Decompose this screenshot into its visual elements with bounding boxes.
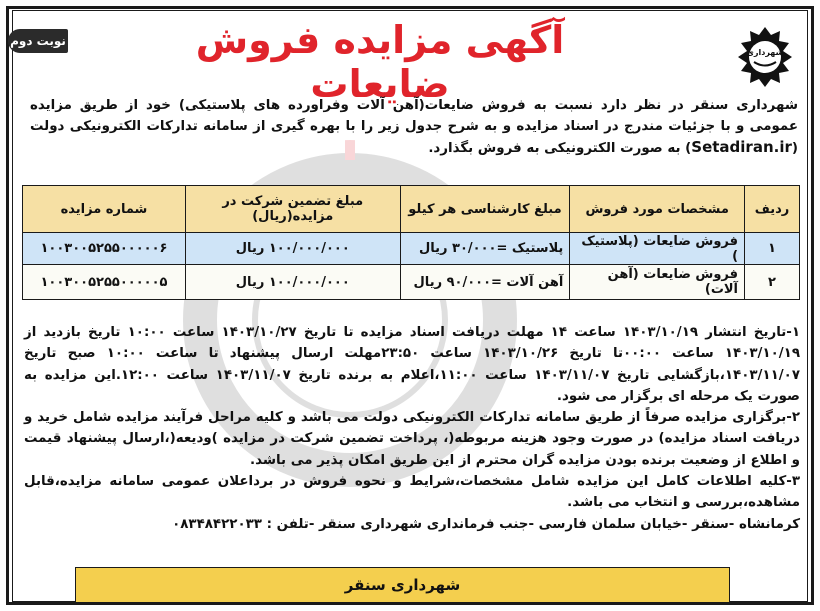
cell-price: آهن آلات =۹۰/۰۰۰ ریال [400, 265, 570, 300]
header-auction-number: شماره مزایده [23, 186, 186, 233]
header-guarantee: مبلغ تضمین شرکت در مزایده(ریال) [185, 186, 400, 233]
header-price: مبلغ کارشناسی هر کیلو [400, 186, 570, 233]
header-row-number: ردیف [745, 186, 800, 233]
cell-price: پلاستیک =۳۰/۰۰۰ ریال [400, 233, 570, 265]
emblem-text: شهرداری [746, 48, 784, 57]
table-row [23, 265, 800, 300]
cell-spec: فروش ضایعات (آهن آلات) [570, 265, 745, 300]
cell-row-number: ۲ [745, 265, 800, 300]
cell-row-number: ۱ [745, 233, 800, 265]
intro-text-before: شهرداری سنقر در نظر دارد نسبت به فروش ضایعات(آهن آلات وفراورده های پلاستیکی) خود از طریق مزایده عمومی و با جزئیات مندرج در اسناد مزایده و به شرح جدول زیر را با بهره گیری از سامانه تدارکات الکترونیکی دولت ( [30, 98, 798, 156]
second-notice-badge: نوبت دوم [8, 29, 68, 53]
term-schedule: ۱-تاریخ انتشار ۱۴۰۳/۱۰/۱۹ ساعت ۱۴ مهلت دریافت اسناد مزایده تا تاریخ ۱۴۰۳/۱۰/۲۷ ساعت ۱۰:۰۰ تاریخ بازدید از ۱۴۰۳/۱۰/۱۹ ساعت ۰۰:۰۰تا تاریخ ۱۴۰۳/۱۰/۲۶ ساعت ۲۳:۵۰مهلت ارسال پیشنهاد تا ساعت ۱۰:۰۰ صبح تاریخ ۱۴۰۳/۱۱/۰۷،بازگشایی تاریخ ۱۴۰۳/۱۱/۰۷ ساعت ۱۱:۰۰،اعلام به برنده تاریخ ۱۴۰۳/۱۱/۰۷ ساعت ۱۲:۰۰.این مزایده به صورت یک مرحله ای برگزار می شود. [24, 325, 801, 404]
terms-section [24, 322, 800, 535]
footer-signature: شهرداری سنقر [75, 567, 730, 603]
setadiran-site: Setadiran.ir [691, 138, 792, 156]
table-header-row [23, 186, 800, 233]
term-electronic: ۲-برگزاری مزایده صرفاً از طریق سامانه تدارکات الکترونیکی دولت می باشد و کلیه مراحل فرآیند مزایده شامل خرید و دریافت اسناد مزایده) در صورت وجود هزینه مربوطه(، پرداخت تضمین شرکت در مزایده )ودیعه(،ارسال پیشنهاد قیمت و اطلاع از وضعیت برنده بودن مزایده گران محترم از این طریق امکان پذیر می باشد. [24, 410, 800, 468]
contact-address: کرمانشاه -سنقر -خیابان سلمان فارسی -جنب فرمانداری شهرداری سنقر -تلفن : ۰۸۳۴۸۴۲۲۰۳۳ [172, 516, 800, 532]
auction-table [22, 185, 800, 300]
cell-spec: فروش ضایعات (پلاستیک ) [570, 233, 745, 265]
cell-guarantee: ۱۰۰/۰۰۰/۰۰۰ ریال [185, 265, 400, 300]
table-row [23, 233, 800, 265]
term-info: ۳-کلیه اطلاعات کامل این مزایده شامل مشخصات،شرایط و نحوه فروش در برداعلان عمومی سامانه مزایده،قابل مشاهده،بررسی و انتخاب می باشد. [24, 474, 800, 511]
cell-auction-number: ۱۰۰۳۰۰۵۲۵۵۰۰۰۰۰۶ [23, 233, 186, 265]
page-title: آگهی مزایده فروش ضایعات [195, 18, 565, 106]
header-spec: مشخصات مورد فروش [570, 186, 745, 233]
cell-auction-number: ۱۰۰۳۰۰۵۲۵۵۰۰۰۰۰۵ [23, 265, 186, 300]
intro-text-after: ) به صورت الکترونیکی به فروش بگذارد. [428, 141, 692, 156]
municipality-emblem-icon [734, 25, 796, 89]
cell-guarantee: ۱۰۰/۰۰۰/۰۰۰ ریال [185, 233, 400, 265]
intro-paragraph [30, 95, 798, 159]
